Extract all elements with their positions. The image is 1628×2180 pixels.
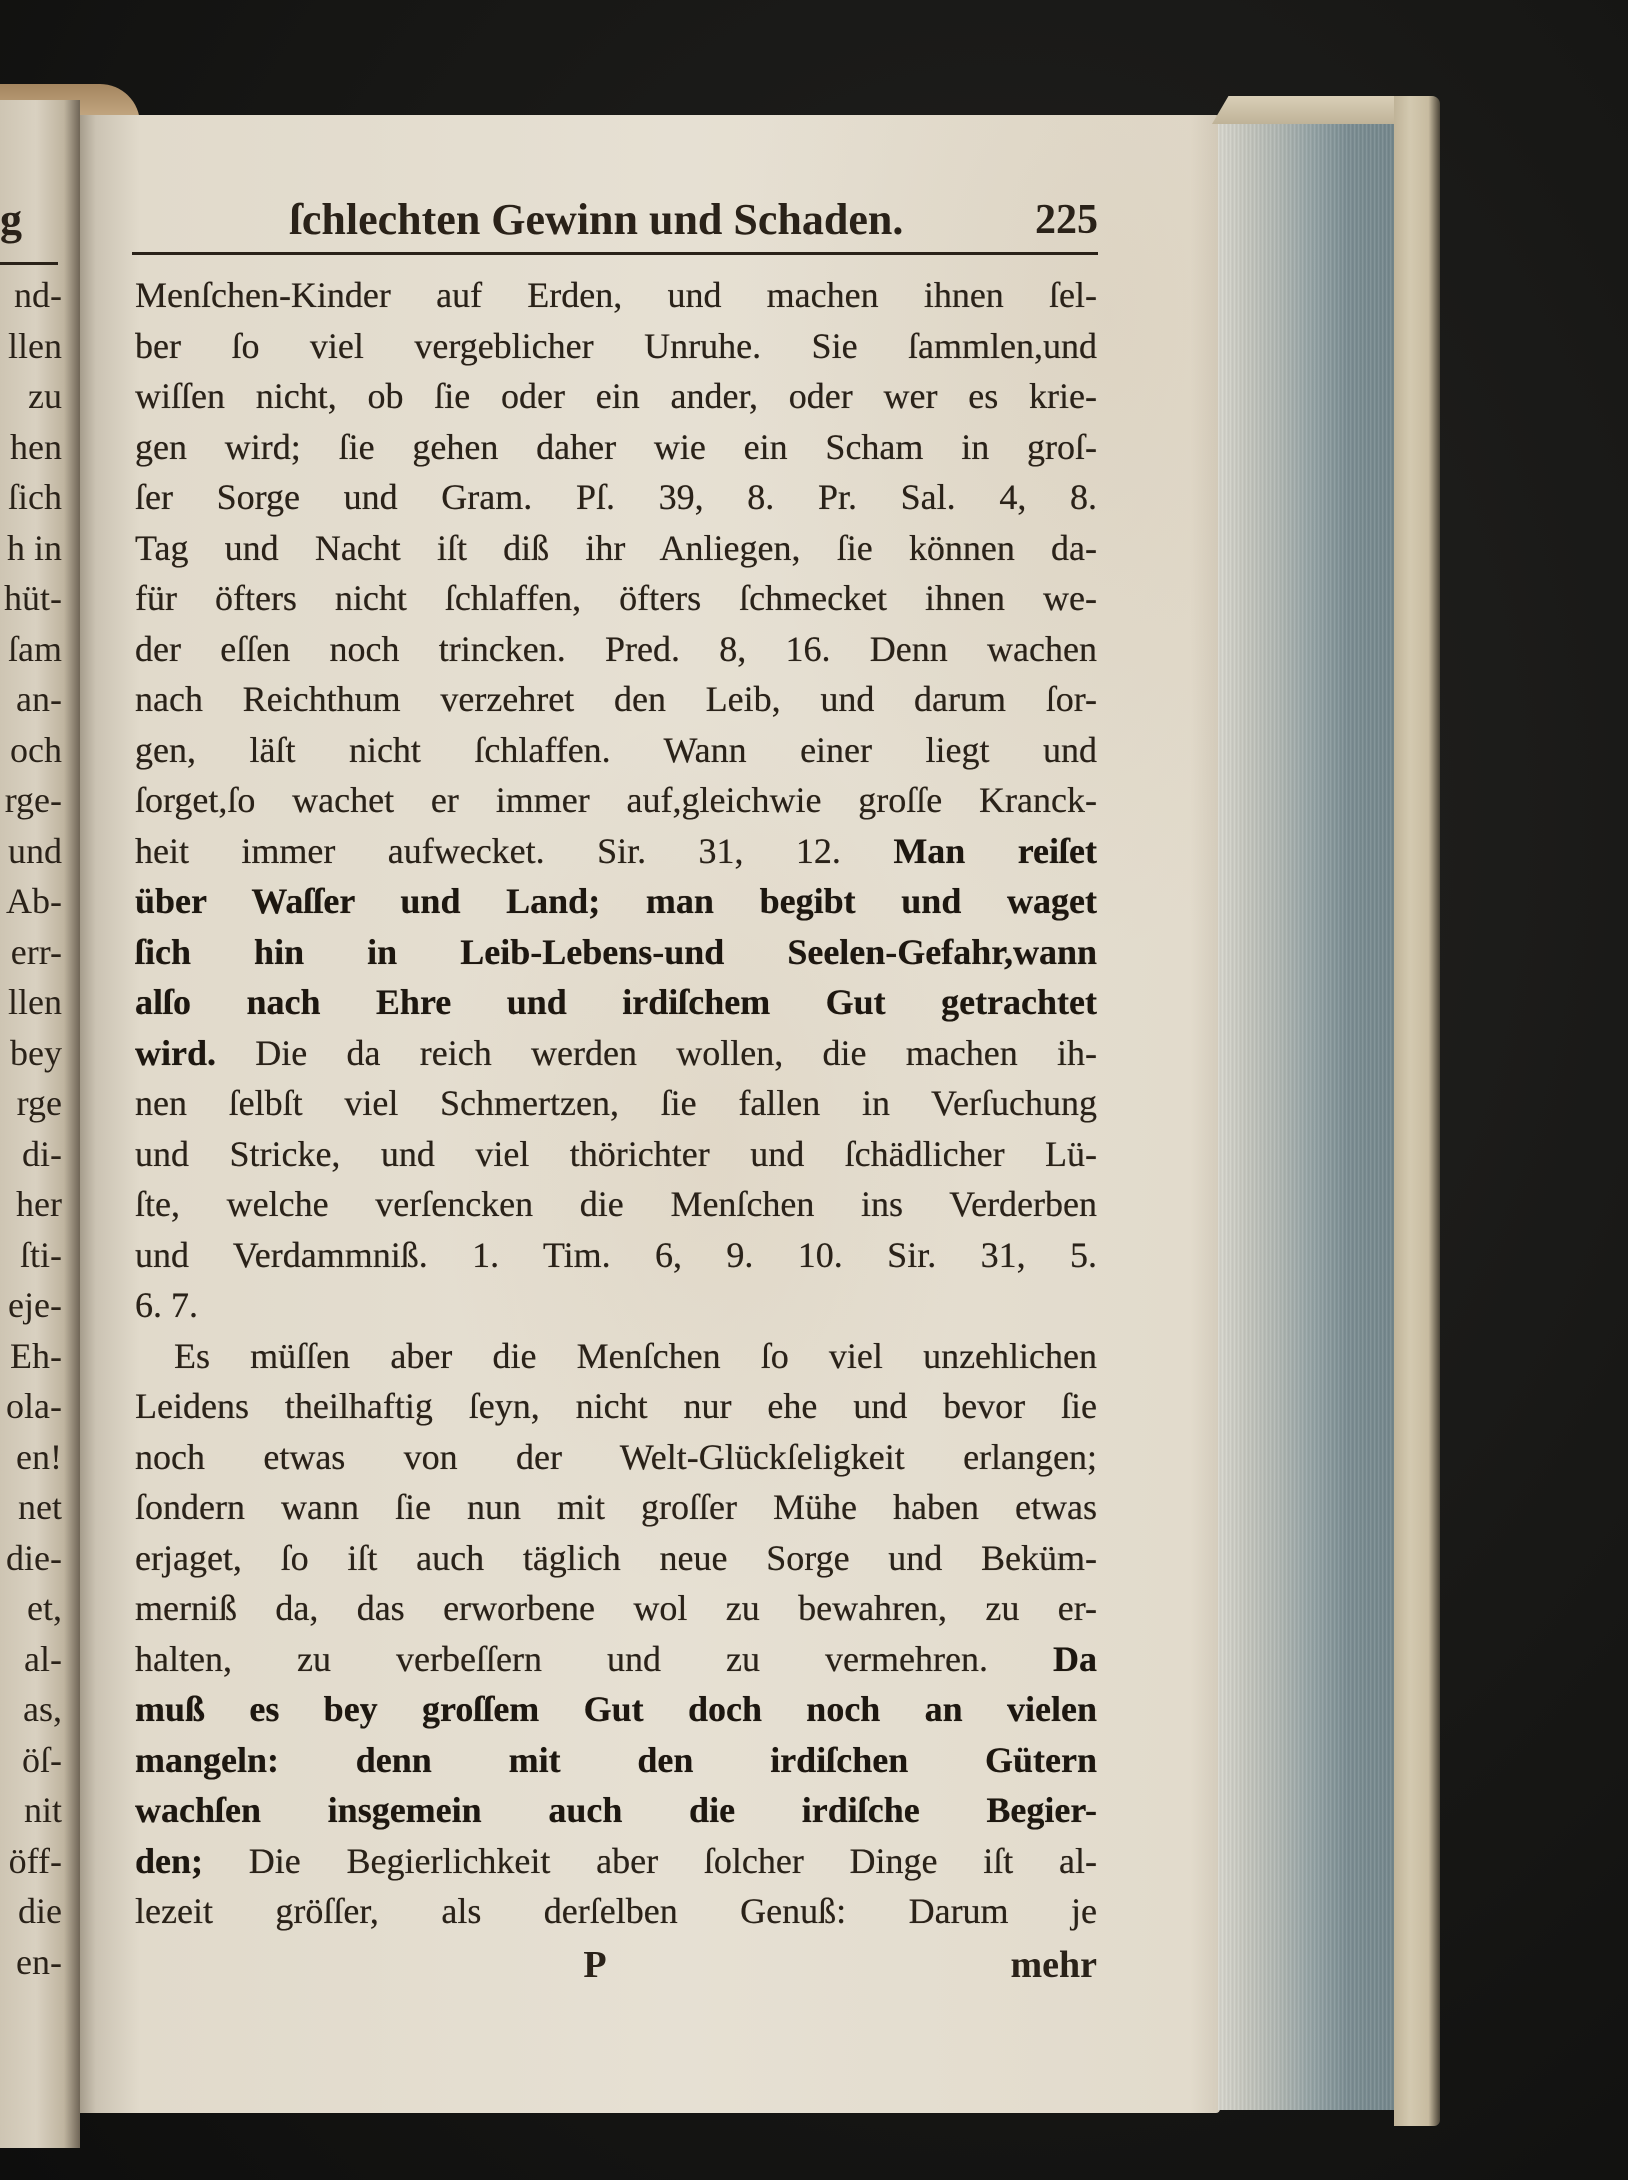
text-line — [135, 1583, 1097, 1634]
text-line — [135, 775, 1097, 826]
text-line — [135, 1836, 1097, 1887]
left-line-fragment: ſam — [8, 628, 62, 669]
text-run: ſondern wann ſie nun mit groſſer Mühe haben etwas — [135, 1487, 1097, 1527]
left-line-fragment: err- — [10, 931, 62, 972]
text-line — [135, 523, 1097, 574]
text-run: halten, zu verbeſſern und zu vermehren. — [135, 1638, 1053, 1679]
text-run: für öfters nicht ſchlaffen, öfters ſchmecket ihnen we- — [135, 578, 1097, 618]
text-run: merniß da, das erworbene wol zu bewahren, zu er- — [135, 1588, 1097, 1628]
text-run: erjaget, ſo iſt auch täglich neue Sorge und Beküm- — [135, 1537, 1097, 1578]
text-line — [135, 1381, 1097, 1432]
left-line-fragment: et, — [27, 1588, 62, 1628]
text-run: gen wird; ſie gehen daher wie ein Scham in groſ- — [135, 426, 1097, 467]
text-line — [135, 1331, 1097, 1382]
text-run: gen, läſt nicht ſchlaffen. Wann einer liegt und — [135, 729, 1097, 770]
text-line — [135, 1230, 1097, 1281]
text-line — [135, 876, 1097, 927]
text-run: ſte, welche verſencken die Menſchen ins Verderben — [135, 1184, 1097, 1224]
text-line — [135, 270, 1097, 321]
catchword: mehr — [1010, 1944, 1097, 1986]
text-run: und Stricke, und viel thörichter und ſchädlicher Lü- — [135, 1133, 1097, 1174]
text-line — [135, 1482, 1097, 1533]
text-line — [135, 422, 1097, 473]
left-line-fragment: llen — [8, 982, 62, 1022]
emphasized-text: den; — [135, 1840, 204, 1881]
left-line-fragment: Ab- — [6, 881, 62, 921]
left-text-fragments — [0, 270, 62, 1987]
emphasized-text: muß es bey groſſem Gut doch noch an vielen — [135, 1689, 1097, 1729]
left-line-fragment: en! — [16, 1436, 62, 1477]
text-line — [135, 1028, 1097, 1079]
text-line — [135, 927, 1097, 978]
left-line-fragment: as, — [23, 1689, 62, 1729]
text-line — [135, 826, 1097, 877]
head-rule — [132, 252, 1098, 255]
text-line — [135, 1078, 1097, 1129]
text-line — [135, 321, 1097, 372]
emphasized-text: Man reiſet — [893, 830, 1097, 871]
emphasized-text: mangeln: denn mit den irdiſchen Gütern — [135, 1739, 1097, 1780]
left-page — [0, 100, 80, 2148]
left-line-fragment: ſich — [8, 477, 62, 517]
text-run: heit immer aufwecket. Sir. 31, 12. — [135, 830, 894, 871]
left-line-fragment: her — [16, 1184, 62, 1224]
emphasized-text: wird. — [135, 1032, 216, 1073]
left-line-fragment: öff- — [8, 1840, 62, 1881]
left-line-fragment: zu — [28, 376, 62, 416]
left-line-fragment: nd- — [14, 275, 62, 315]
text-line — [135, 725, 1097, 776]
text-run: noch etwas von der Welt-Glückſeligkeit erlangen; — [135, 1436, 1097, 1477]
text-line — [135, 472, 1097, 523]
left-line-fragment: net — [18, 1487, 62, 1527]
text-line — [135, 1533, 1097, 1584]
text-run: Tag und Nacht iſt diß ihr Anliegen, ſie können da- — [135, 527, 1097, 568]
left-line-fragment: llen — [8, 325, 62, 366]
text-run: Leidens theilhaftig ſeyn, nicht nur ehe und bevor ſie — [135, 1386, 1097, 1426]
left-line-fragment: rge — [16, 1083, 62, 1123]
emphasized-text: Da — [1053, 1638, 1097, 1679]
text-line — [135, 1886, 1097, 1937]
left-line-fragment: Eh- — [10, 1335, 62, 1376]
text-line — [135, 1634, 1097, 1685]
text-run: Es müſſen aber die Menſchen ſo viel unzehlichen — [174, 1335, 1097, 1376]
left-line-fragment: und — [8, 830, 62, 871]
left-line-fragment: eje- — [8, 1285, 62, 1325]
left-line-fragment: hen — [10, 426, 62, 467]
text-line — [135, 1129, 1097, 1180]
left-line-fragment: bey — [10, 1032, 62, 1073]
text-line — [135, 573, 1097, 624]
left-line-fragment: ola- — [6, 1386, 62, 1426]
cover-board-edge — [1394, 96, 1440, 2126]
text-line — [135, 371, 1097, 422]
body-text — [135, 270, 1097, 1937]
signature-mark: P — [583, 1944, 607, 1986]
text-line — [135, 674, 1097, 725]
left-line-fragment: die — [18, 1891, 62, 1931]
text-run: nach Reichthum verzehret den Leib, und darum ſor- — [135, 679, 1097, 719]
left-line-fragment: an- — [16, 679, 62, 719]
text-run: wiſſen nicht, ob ſie oder ein ander, oder wer es krie- — [135, 376, 1097, 416]
text-run: ſer Sorge und Gram. Pſ. 39, 8. Pr. Sal. 4, 8. — [135, 477, 1097, 517]
text-run: Die Begierlichkeit aber ſolcher Dinge iſt al- — [203, 1840, 1097, 1881]
left-head-rule — [0, 262, 58, 265]
text-run: und Verdammniß. 1. Tim. 6, 9. 10. Sir. 31, 5. — [135, 1234, 1097, 1275]
text-run: 6. 7. — [135, 1285, 198, 1325]
left-line-fragment: di- — [22, 1133, 62, 1174]
right-page — [80, 115, 1220, 2113]
left-line-fragment: ſti- — [20, 1234, 62, 1275]
emphasized-text: über Waſſer und Land; man begibt und waget — [135, 881, 1097, 921]
left-line-fragment: al- — [24, 1638, 62, 1679]
text-run: Die da reich werden wollen, die machen ih- — [216, 1032, 1097, 1073]
text-line — [135, 1684, 1097, 1735]
text-line — [135, 1735, 1097, 1786]
text-line — [135, 1432, 1097, 1483]
text-run: Menſchen-Kinder auf Erden, und machen ihnen ſel- — [135, 275, 1097, 315]
cover-top-edge — [1212, 96, 1418, 124]
text-run: ſorget,ſo wachet er immer auf,gleichwie groſſe Kranck- — [135, 780, 1097, 820]
left-line-fragment: en- — [16, 1941, 62, 1982]
text-run: ber ſo viel vergeblicher Unruhe. Sie ſammlen,und — [135, 325, 1097, 366]
text-run: der eſſen noch trincken. Pred. 8, 16. Denn wachen — [135, 628, 1097, 669]
left-line-fragment: rge- — [4, 780, 62, 820]
running-head: ſchlechten Gewinn und Schaden. — [289, 195, 904, 244]
emphasized-text: ſich hin in Leib-Lebens-und Seelen-Gefahr,wann — [135, 931, 1097, 972]
text-line — [135, 1785, 1097, 1836]
page-fore-edge — [1218, 120, 1396, 2110]
left-line-fragment: hüt- — [4, 578, 62, 618]
left-line-fragment: öſ- — [22, 1739, 62, 1780]
text-line — [135, 1280, 1097, 1331]
text-line — [135, 624, 1097, 675]
text-line — [135, 1179, 1097, 1230]
left-line-fragment: nit — [23, 1790, 62, 1830]
text-line — [135, 977, 1097, 1028]
left-line-fragment: och — [10, 729, 62, 770]
text-run: nen ſelbſt viel Schmertzen, ſie fallen in Verſuchung — [135, 1083, 1097, 1123]
left-line-fragment: die- — [6, 1537, 62, 1578]
left-line-fragment: h in — [6, 527, 62, 568]
text-run: lezeit gröſſer, als derſelben Genuß: Darum je — [135, 1891, 1097, 1931]
emphasized-text: wachſen insgemein auch die irdiſche Begier- — [135, 1790, 1097, 1830]
left-running-head-fragment: g — [0, 195, 22, 244]
emphasized-text: alſo nach Ehre und irdiſchem Gut getrachtet — [135, 982, 1097, 1022]
page-number: 225 — [1035, 197, 1098, 243]
